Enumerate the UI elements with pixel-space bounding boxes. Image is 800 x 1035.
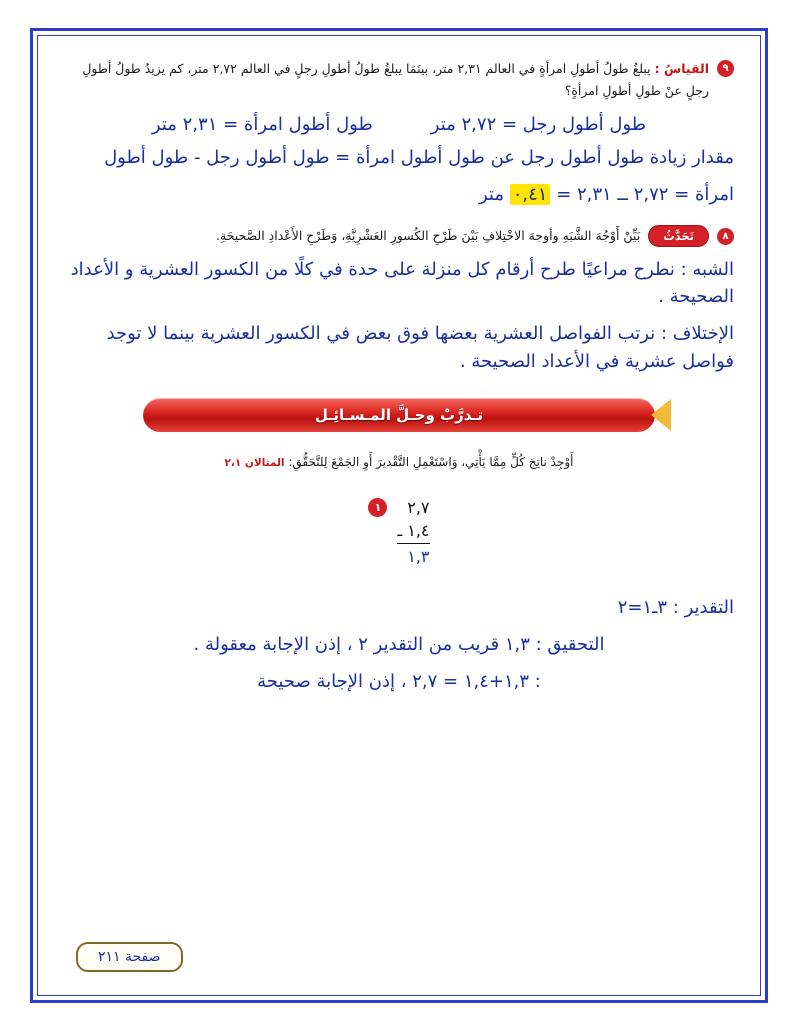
exercise-1-result: ١,٣ xyxy=(407,547,430,567)
problem-9-number: ٩ xyxy=(717,60,734,77)
page-number-tag: صفحة ٢١١ xyxy=(76,942,183,972)
problem-9-answer-line2: مقدار زيادة طول أطول رجل عن طول أطول امرأة = طول أطول رجل - طول أطول xyxy=(104,146,734,168)
problem-9-answer-prefix: امرأة = ٢,٧٢ ــ ٢,٣١ = xyxy=(550,183,734,205)
exercise-1-check-2: : ١,٣+١,٤ = ٢,٧ ، إذن الإجابة صحيحة xyxy=(257,671,541,693)
practice-banner xyxy=(143,398,655,432)
problem-9-answer-woman: طول أطول امرأة = ٢,٣١ متر xyxy=(151,113,373,135)
practice-banner-title: تـدرَّبْ وحـلَّ المـسـائِـل xyxy=(314,406,484,425)
problem-8-number: ٨ xyxy=(717,228,734,245)
problem-8-answer-similar: الشبه : نطرح مراعيًا طرح أرقام كل منزلة على حدة في كلًا من الكسور العشرية و الأعداد الصحيحة . xyxy=(70,258,734,308)
exercise-1-check-1: التحقيق : ١,٣ قريب من التقدير ٢ ، إذن الإجابة معقولة . xyxy=(193,634,605,656)
exercise-1-calculation xyxy=(397,496,429,569)
problem-9-answer-row xyxy=(64,114,734,135)
exercise-1-estimate: التقدير : ٣ـ١=٢ xyxy=(617,597,734,619)
problem-9-answer-man: طول أطول رجل = ٢,٧٢ متر xyxy=(430,113,647,135)
problem-9 xyxy=(64,58,734,102)
talk-badge: تَحَدَّثُ xyxy=(648,225,709,247)
exercise-instruction xyxy=(64,452,734,474)
footer xyxy=(76,946,183,965)
exercise-1-subtrahend: ١,٤ ـ xyxy=(397,519,429,544)
problem-9-answer-suffix: متر xyxy=(479,183,510,205)
problem-8 xyxy=(64,225,734,247)
problem-9-text xyxy=(64,58,709,102)
problem-9-answer-highlight: ٠,٤١ xyxy=(510,184,551,205)
problem-9-body: يبلغُ طولُ أطولِ امرأةٍ في العالم ٢,٣١ متر، بينَمَا يبلغُ طولُ أطولِ رجلٍ في العالم ٢,٧٢ متر، كم يزيدُ طولُ أطولِ رجلٍ عنْ طولِ أطولِ امرأةٍ؟ xyxy=(82,61,709,98)
banner-arrow-icon xyxy=(651,399,671,431)
exercise-instruction-text: أَوْجِدْ ناتِجَ كُلٍّ مِمَّا يَأْتِي، وَاسْتَعْمِلِ التَّقْديرَ أَوِ الجَمْعَ لِلتَّحَقُّقِ: xyxy=(288,455,574,470)
exercise-1-minuend: ٢,٧ xyxy=(407,497,430,517)
problem-8-answer-difference: الإختلاف : نرتب الفواصل العشرية بعضها فوق بعض في الكسور العشرية بينما لا توجد فواصل عشرية في الأعداد الصحيحة . xyxy=(106,323,734,373)
problem-9-answer-line3 xyxy=(64,181,734,209)
problem-8-text: بَيِّنْ أَوْجُهَ الشَّبَهِ وأوجهَ الاخْتِلافِ بَيْنَ طَرْحِ الكُسورِ العَشْرِيَّةِ، وَطَرْحِ الأَعْدادِ الصَّحيحَةِ. xyxy=(215,227,641,243)
worksheet-page xyxy=(30,28,768,1003)
practice-banner-body xyxy=(143,398,655,432)
problem-9-keyword: القياسُ : xyxy=(654,61,709,76)
exercise-1-number: ١ xyxy=(368,498,387,517)
exercise-1 xyxy=(64,496,734,569)
exercise-instruction-reference: المثالان ٢،١ xyxy=(224,457,285,470)
page-content xyxy=(37,35,761,996)
